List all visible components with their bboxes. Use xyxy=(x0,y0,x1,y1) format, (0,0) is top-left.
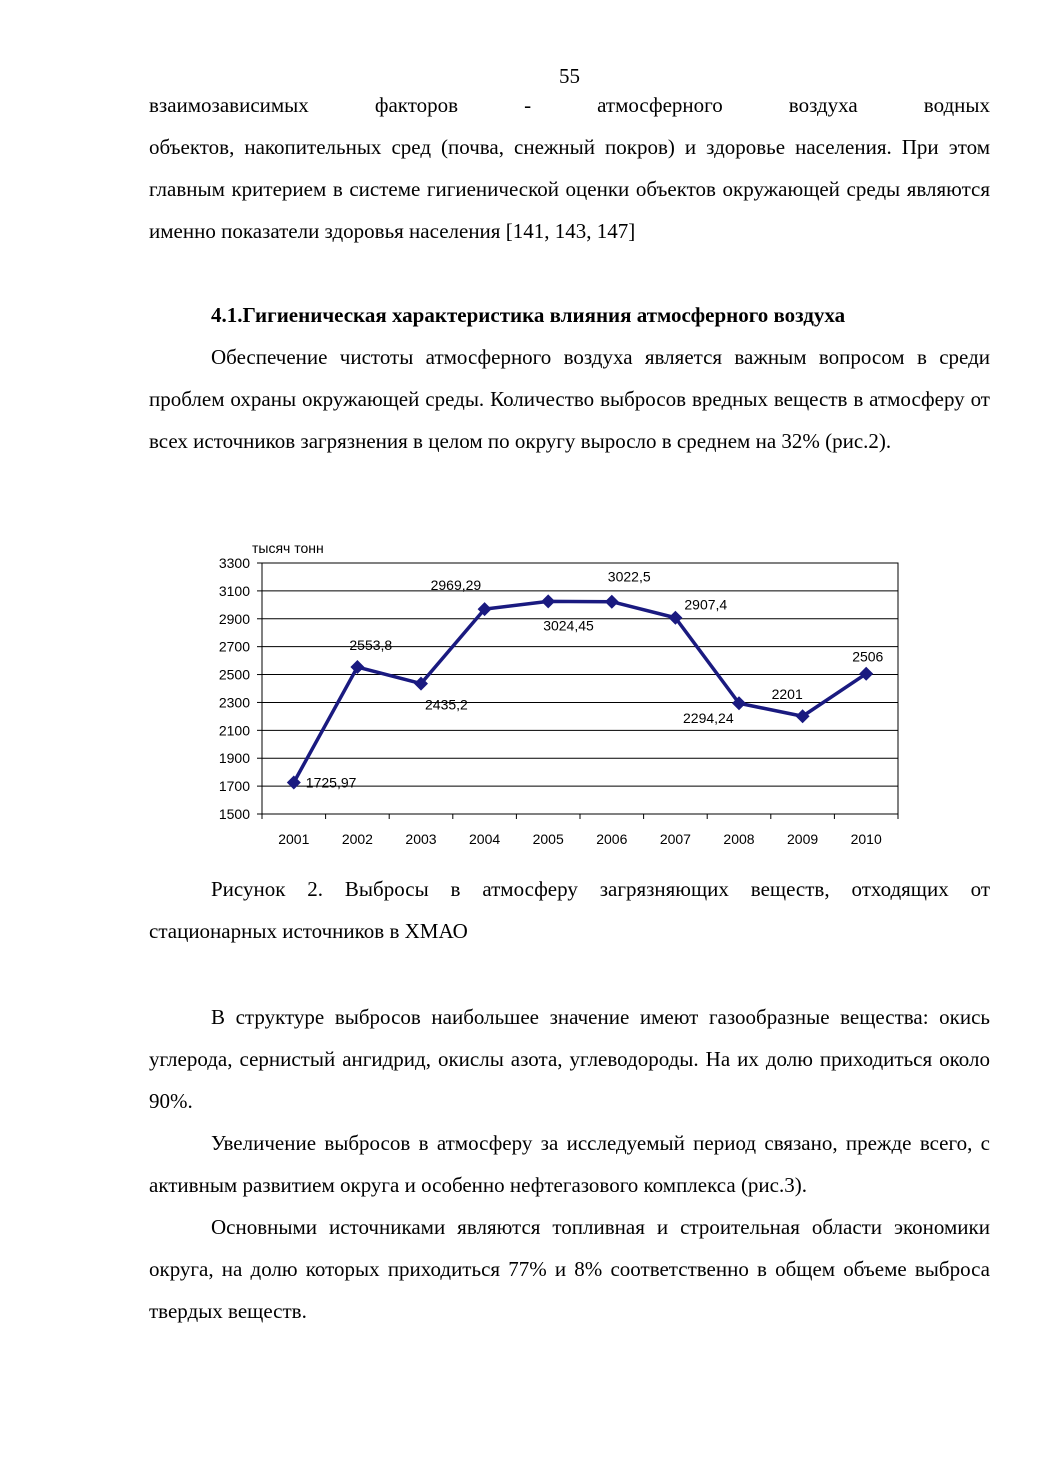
data-label: 2553,8 xyxy=(349,637,393,654)
y-tick-label: 3100 xyxy=(218,582,250,599)
paragraph-4: Основными источниками являются топливная и строительная области экономики округа, на долю которых приходиться 77% и 8% соответственно в общем объеме выброса твердых веществ. xyxy=(149,1215,990,1323)
data-point xyxy=(350,660,364,674)
y-tick-label: 2500 xyxy=(218,666,250,683)
y-tick-label: 1500 xyxy=(218,806,250,822)
data-label: 2201 xyxy=(771,686,803,703)
data-point xyxy=(287,775,301,789)
data-point xyxy=(541,594,555,608)
data-label: 1725,97 xyxy=(305,774,357,791)
y-tick-label: 2700 xyxy=(218,638,250,655)
x-tick-label: 2003 xyxy=(405,831,437,847)
paragraph-2: В структуре выбросов наибольшее значение имеют газообразные вещества: окись углерода, сернистый ангидрид, окислы азота, углеводороды. На их долю приходиться около 90%. xyxy=(149,1005,990,1113)
y-tick-label: 2100 xyxy=(218,722,250,739)
x-tick-label: 2006 xyxy=(596,831,628,847)
y-tick-label: 1900 xyxy=(218,750,250,767)
figure-caption-block xyxy=(149,868,990,952)
figure-caption: Рисунок 2. Выбросы в атмосферу загрязняющих веществ, отходящих от стационарных источников в ХМАО xyxy=(149,877,990,943)
x-tick-label: 2004 xyxy=(469,831,501,847)
x-tick-label: 2007 xyxy=(659,831,691,847)
data-label: 3024,45 xyxy=(543,617,594,634)
paragraph-3: Увеличение выбросов в атмосферу за исследуемый период связано, прежде всего, с активным развитием округа и особенно нефтегазового комплекса (рис.3). xyxy=(149,1131,990,1197)
data-label: 2294,24 xyxy=(683,710,734,727)
data-label: 2907,4 xyxy=(684,596,728,613)
x-tick-label: 2002 xyxy=(341,831,373,847)
page-number: 55 xyxy=(559,64,580,88)
y-tick-label: 2300 xyxy=(218,694,250,711)
y-tick-label: 2900 xyxy=(218,610,250,627)
intro-first-line: взаимозависимых факторов - атмосферного воздуха водных xyxy=(149,93,990,117)
section-block xyxy=(149,294,990,462)
chart-svg xyxy=(200,535,910,855)
y-tick-label: 1700 xyxy=(218,778,250,795)
y-tick-label: 3300 xyxy=(218,555,250,571)
chart-canvas xyxy=(200,535,910,855)
x-tick-label: 2009 xyxy=(787,831,819,847)
section-heading: 4.1.Гигиеническая характеристика влияния атмосферного воздуха xyxy=(211,303,846,327)
data-label: 2506 xyxy=(852,648,884,665)
data-label: 2435,2 xyxy=(425,696,468,713)
data-point xyxy=(605,595,619,609)
paragraph-1: Обеспечение чистоты атмосферного воздуха является важным вопросом в среди проблем охраны окружающей среды. Количество выбросов вредных веществ в атмосферу от всех источников загрязнения в целом по округу выросло в среднем на 32% (рис.2). xyxy=(149,345,990,453)
x-tick-label: 2001 xyxy=(278,831,310,847)
intro-paragraph: объектов, накопительных сред (почва, снежный покров) и здоровье населения. При этом главным критерием в системе гигиенической оценки объектов окружающей среды являются именно показатели здоровья населения [141, 143, 147] xyxy=(149,135,990,243)
x-tick-label: 2010 xyxy=(850,831,882,847)
data-label: 2969,29 xyxy=(430,577,482,594)
emissions-chart xyxy=(200,535,910,855)
y-axis-label: тысяч тонн xyxy=(252,540,324,556)
data-label: 3022,5 xyxy=(607,568,651,585)
intro-text xyxy=(149,84,990,252)
body-text xyxy=(149,996,990,1332)
x-tick-label: 2005 xyxy=(532,831,564,847)
x-tick-label: 2008 xyxy=(723,831,755,847)
